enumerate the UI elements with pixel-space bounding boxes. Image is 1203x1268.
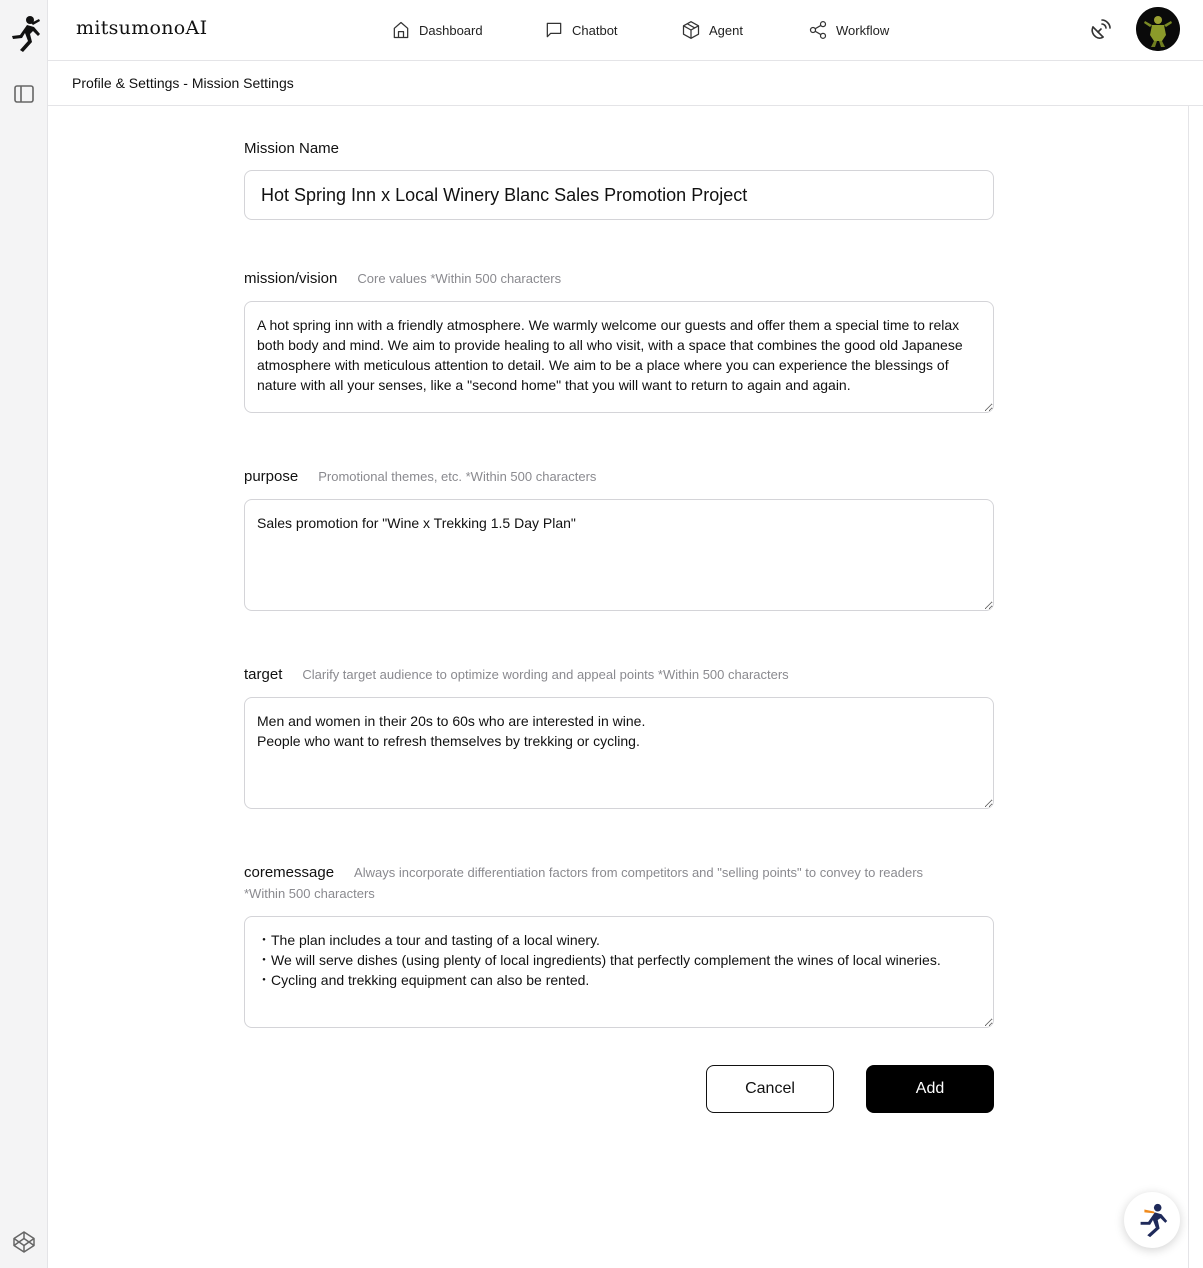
coremessage-hint-limit: *Within 500 characters <box>244 886 375 901</box>
cube-icon <box>681 20 701 40</box>
home-icon <box>391 20 411 40</box>
scrollbar-track[interactable] <box>1188 106 1203 1268</box>
coremessage-hint: Always incorporate differentiation factors from competitors and "selling points" to convey to readers <box>354 865 924 880</box>
coremessage-label: coremessage <box>244 864 335 881</box>
target-textarea[interactable] <box>244 697 994 809</box>
brand-name[interactable]: mitsumonoAI <box>76 17 208 39</box>
avatar-image-icon <box>1136 7 1180 51</box>
purpose-label-row <box>244 468 596 485</box>
add-button[interactable]: Add <box>866 1065 994 1113</box>
purpose-label: purpose <box>244 468 299 485</box>
nav-agent[interactable] <box>681 0 743 60</box>
vision-label: mission/vision <box>244 270 338 287</box>
target-label-row <box>244 666 789 683</box>
breadcrumb-bar <box>48 61 1203 106</box>
target-hint: Clarify target audience to optimize wording and appeal points *Within 500 characters <box>302 667 789 682</box>
top-header <box>48 0 1203 61</box>
cancel-button[interactable]: Cancel <box>706 1065 834 1113</box>
chat-bubble-icon <box>544 20 564 40</box>
assistant-fab-button[interactable] <box>1124 1192 1180 1248</box>
nav-workflow[interactable] <box>808 0 889 60</box>
nav-workflow-label: Workflow <box>836 22 890 38</box>
nav-chatbot-label: Chatbot <box>572 22 618 38</box>
purpose-hint: Promotional themes, etc. *Within 500 characters <box>318 469 597 484</box>
satellite-dish-icon[interactable] <box>1088 18 1112 42</box>
vision-hint: Core values *Within 500 characters <box>357 271 562 286</box>
mission-name-input[interactable] <box>244 170 994 220</box>
share-nodes-icon <box>808 20 828 40</box>
purpose-textarea[interactable] <box>244 499 994 611</box>
vision-textarea[interactable] <box>244 301 994 413</box>
runner-mascot-icon <box>1133 1201 1171 1239</box>
nav-dashboard-label: Dashboard <box>419 22 483 38</box>
left-rail <box>0 0 48 1268</box>
target-label: target <box>244 666 283 683</box>
breadcrumb: Profile & Settings - Mission Settings <box>72 75 294 91</box>
mission-name-label: Mission Name <box>244 140 340 157</box>
codepen-icon[interactable] <box>12 1230 36 1254</box>
sidebar-toggle-icon[interactable] <box>12 82 36 106</box>
user-avatar[interactable] <box>1136 7 1180 51</box>
nav-chatbot[interactable] <box>544 0 618 60</box>
nav-dashboard[interactable] <box>391 0 483 60</box>
nav-agent-label: Agent <box>709 22 743 38</box>
coremessage-label-row <box>244 864 923 881</box>
runner-logo-icon[interactable] <box>6 14 42 54</box>
coremessage-textarea[interactable] <box>244 916 994 1028</box>
vision-label-row <box>244 270 561 287</box>
